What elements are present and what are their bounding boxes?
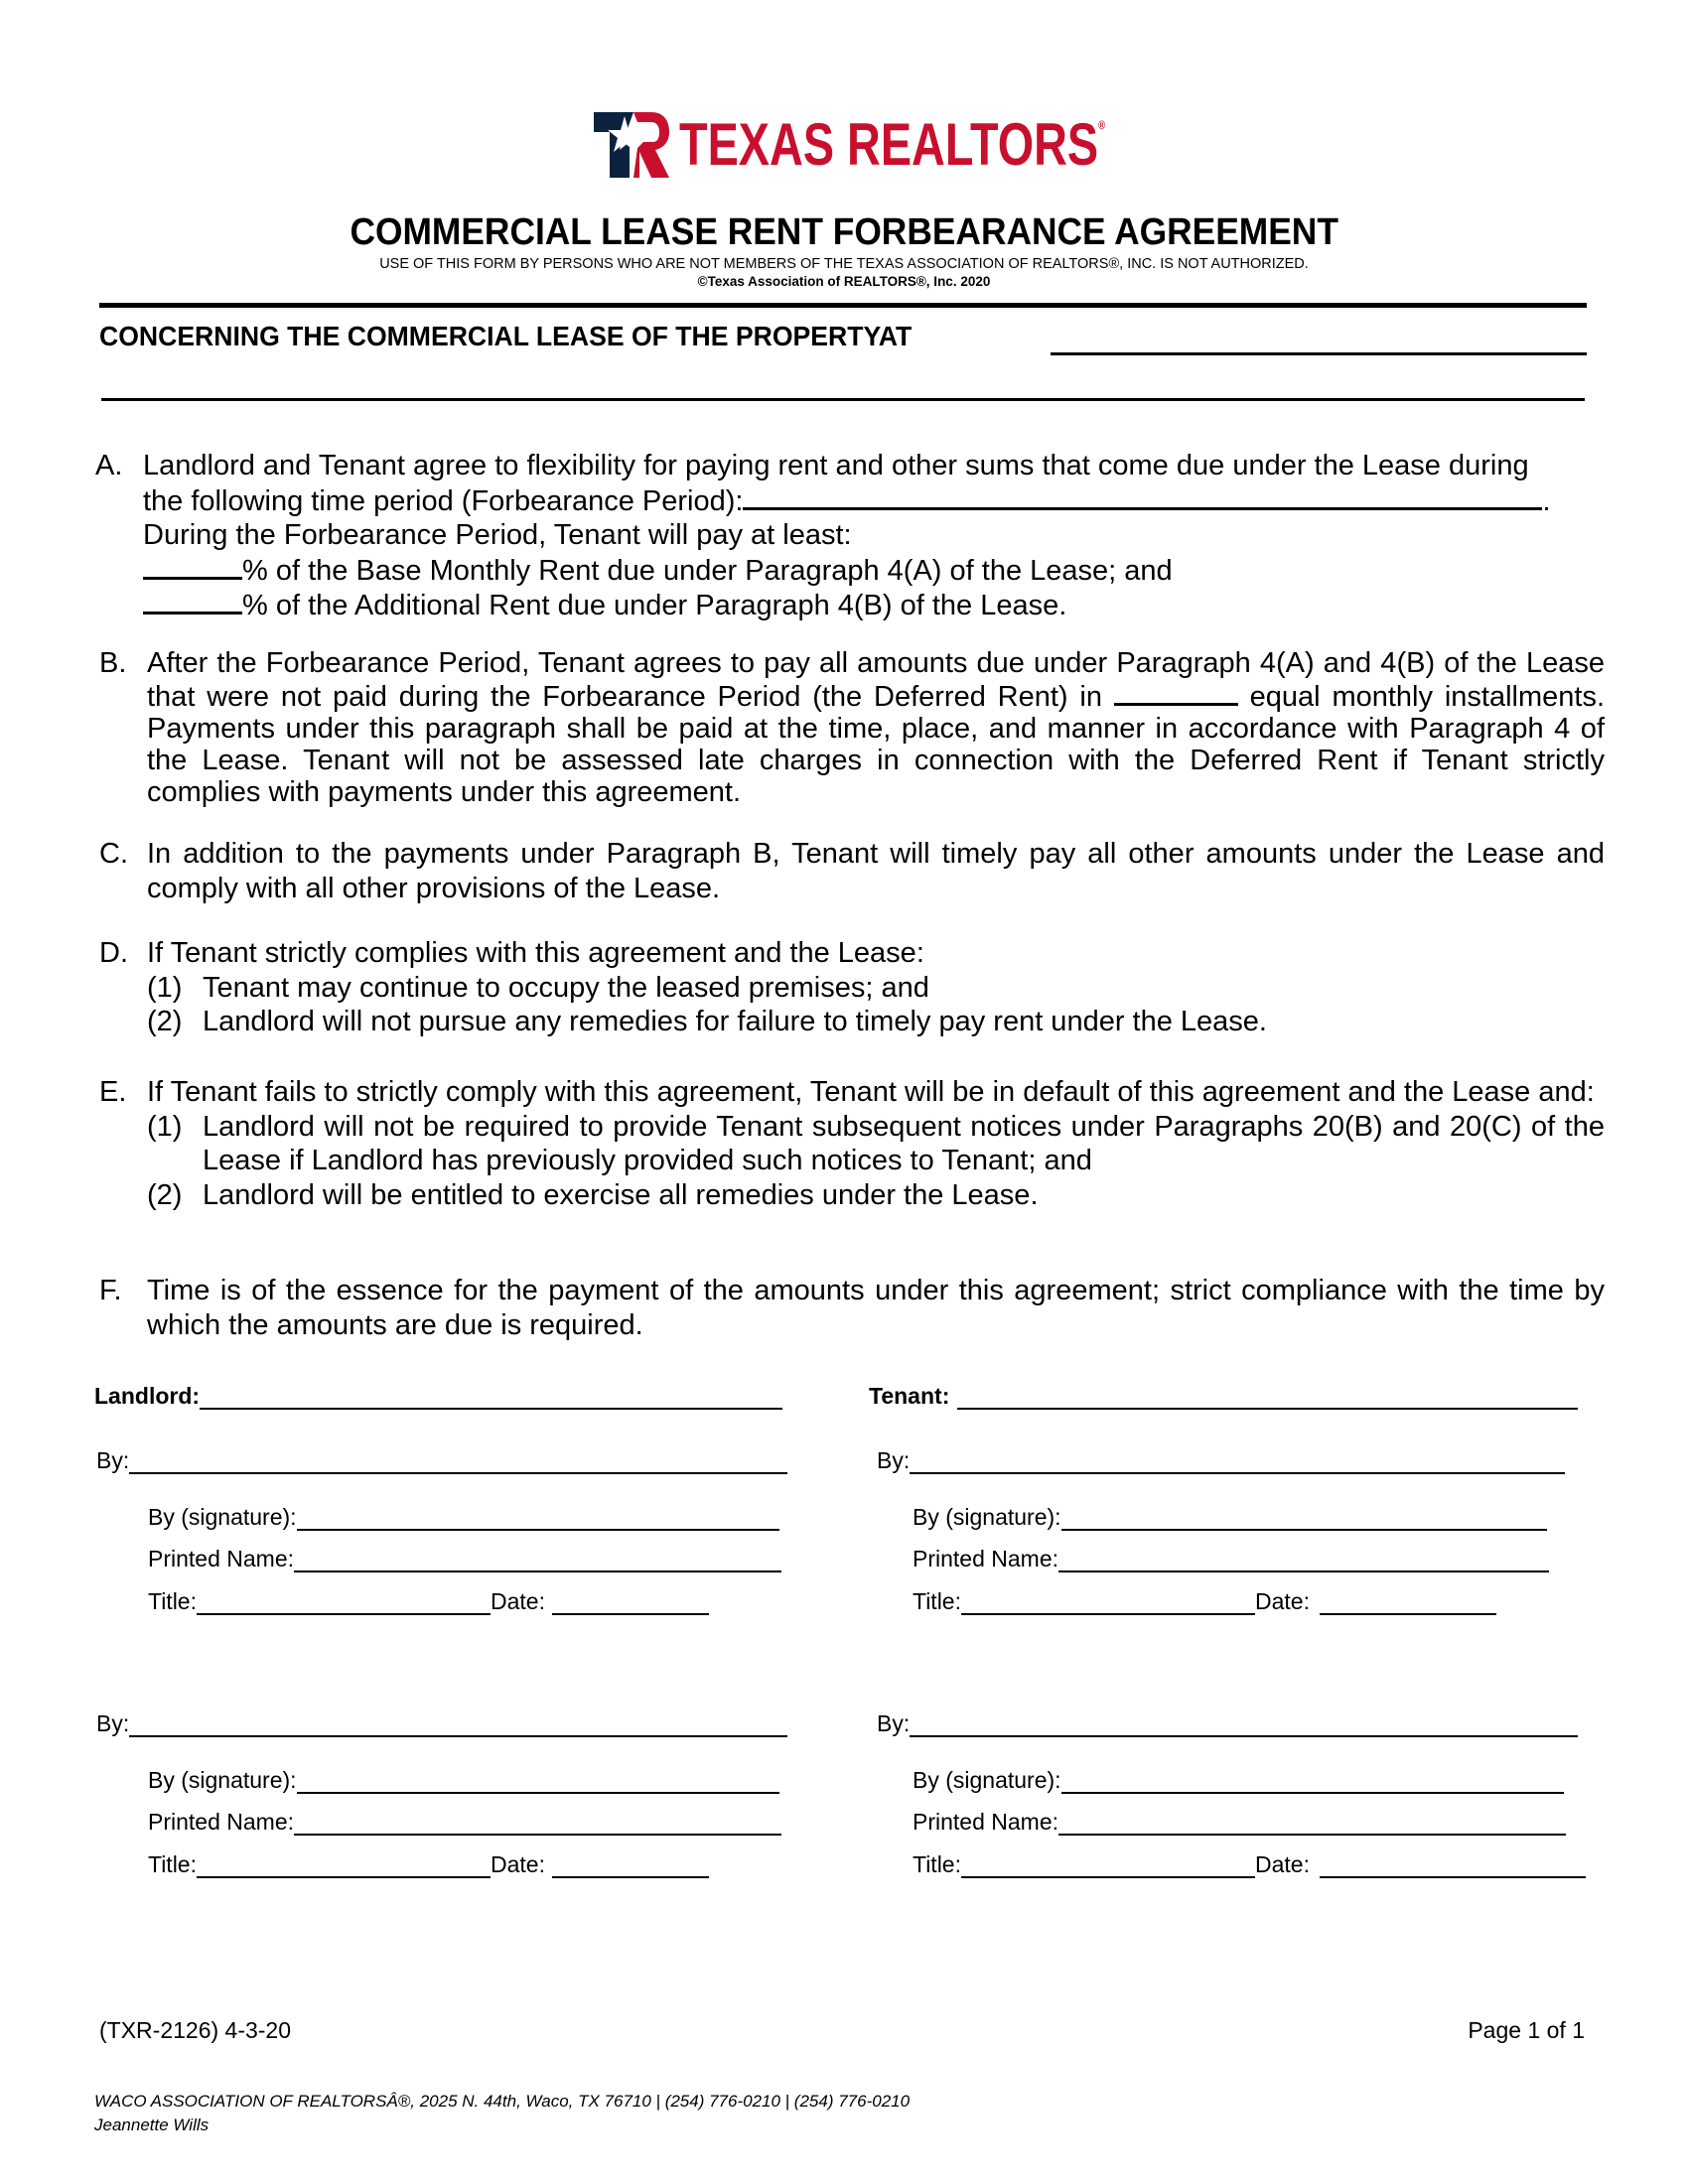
tenant-name-row: Tenant : — [869, 1383, 1578, 1410]
landlord-date-field-1[interactable] — [552, 1591, 709, 1615]
paragraph-label: D. — [99, 937, 128, 969]
tenant-printed-name-field-2[interactable] — [1058, 1812, 1566, 1836]
copyright-notice: ©Texas Association of REALTORS®, Inc. 2020 — [697, 274, 991, 289]
tenant-date-field-1[interactable] — [1320, 1591, 1496, 1615]
landlord-by-row-1: By: — [96, 1447, 787, 1474]
tenant-label: Tenant — [869, 1383, 942, 1409]
tenant-signature-row-2: By (signature): — [913, 1767, 1564, 1794]
property-address-field-line2[interactable] — [101, 398, 1585, 401]
paragraph-f — [99, 1274, 1605, 1342]
landlord-by-row-2: By: — [96, 1710, 787, 1737]
property-address-field[interactable] — [1051, 352, 1587, 355]
usage-notice: USE OF THIS FORM BY PERSONS WHO ARE NOT MEMBERS OF THE TEXAS ASSOCIATION OF REALTORS®, INC. IS NOT AUTHORIZED. — [379, 256, 1309, 272]
tenant-by-row-1: By: — [877, 1447, 1565, 1474]
paragraph-e — [99, 1075, 1605, 1212]
tenant-signature-field-2[interactable] — [1061, 1770, 1564, 1794]
tenant-title-date-row-1: Title: Date: — [913, 1588, 1496, 1615]
paragraph-label: A. — [95, 450, 123, 481]
tenant-name-field[interactable] — [957, 1386, 1578, 1410]
landlord-signature-row-1: By (signature): — [148, 1504, 779, 1531]
tenant-printed-name-row-2: Printed Name: — [913, 1809, 1566, 1836]
texas-realtors-logo — [594, 107, 1225, 183]
paragraph-label: B. — [99, 647, 127, 679]
paragraph-a-line4: % of the Base Monthly Rent due under Paragraph 4(A) of the Lease; and — [242, 554, 1173, 587]
tenant-by-field-2[interactable] — [910, 1713, 1578, 1737]
list-item: (1) Landlord will not be required to provide Tenant subsequent notices under Paragraphs 20(B) and 20(C) of the Lease if Landlord has previously provided such notices to Tenant; and — [147, 1110, 1605, 1176]
paragraph-d — [99, 936, 1605, 1039]
header-divider — [99, 303, 1587, 308]
tenant-title-field-2[interactable] — [961, 1854, 1255, 1878]
page-number: Page 1 of 1 — [1468, 2017, 1585, 2043]
additional-rent-percent-field[interactable] — [143, 588, 242, 614]
paragraph-d-text: If Tenant strictly complies with this agreement and the Lease: — [147, 937, 924, 969]
paragraph-c — [99, 837, 1605, 905]
landlord-title-date-row-2: Title: Date: — [148, 1851, 709, 1878]
tenant-signature-field-1[interactable] — [1061, 1507, 1547, 1531]
landlord-name-row: Landlord : — [94, 1383, 782, 1410]
landlord-signature-field-1[interactable] — [297, 1507, 779, 1531]
landlord-title-date-row-1: Title: Date: — [148, 1588, 709, 1615]
list-item: (2) Landlord will not pursue any remedies for failure to timely pay rent under the Lease. — [147, 1006, 1267, 1037]
paragraph-b — [99, 647, 1605, 808]
paragraph-a — [95, 449, 1605, 623]
landlord-title-field-2[interactable] — [197, 1854, 491, 1878]
document-title: COMMERCIAL LEASE RENT FORBEARANCE AGREEMENT — [350, 211, 1338, 253]
landlord-printed-name-row-1: Printed Name: — [148, 1546, 781, 1572]
landlord-signature-row-2: By (signature): — [148, 1767, 779, 1794]
paragraph-label: E. — [99, 1076, 127, 1108]
paragraph-a-line3: During the Forbearance Period, Tenant will pay at least: — [143, 519, 852, 551]
paragraph-a-line1: Landlord and Tenant agree to flexibility for paying rent and other sums that come due under the Lease during — [143, 450, 1529, 481]
landlord-by-field-1[interactable] — [129, 1450, 787, 1474]
form-id: (TXR-2126) 4-3-20 — [99, 2017, 292, 2043]
list-item: (2) Landlord will be entitled to exercise all remedies under the Lease. — [147, 1178, 1039, 1211]
association-info: WACO ASSOCIATION OF REALTORSÂ®, 2025 N. 44th, Waco, TX 76710 | (254) 776-0210 | (254) 776-0210 — [94, 2092, 911, 2111]
landlord-printed-name-field-1[interactable] — [294, 1549, 781, 1572]
tenant-signature-row-1: By (signature): — [913, 1504, 1547, 1531]
landlord-date-field-2[interactable] — [552, 1854, 709, 1878]
paragraph-b-text-after: equal monthly installments. Payments under this paragraph shall be paid at the time, place, and manner in accordance with Paragraph 4 of the Lease. Tenant will not be assessed late charges in connection with the Deferred Rent if Tenant strictly complies with payments under this agreement. — [147, 681, 1606, 808]
landlord-printed-name-row-2: Printed Name: — [148, 1809, 781, 1836]
landlord-signature-field-2[interactable] — [297, 1770, 779, 1794]
landlord-label: Landlord — [94, 1383, 193, 1409]
concerning-label: CONCERNING THE COMMERCIAL LEASE OF THE PROPERTYAT — [99, 321, 913, 351]
installments-count-field[interactable] — [1114, 679, 1238, 706]
tenant-printed-name-row-1: Printed Name: — [913, 1546, 1549, 1572]
paragraph-c-text: In addition to the payments under Paragraph B, Tenant will timely pay all other amounts under the Lease and comply with all other provisions of the Lease. — [147, 838, 1605, 904]
paragraph-label: C. — [99, 838, 128, 870]
landlord-title-field-1[interactable] — [197, 1591, 491, 1615]
landlord-name-field[interactable] — [200, 1386, 782, 1410]
paragraph-label: F. — [99, 1275, 122, 1306]
agent-name: Jeannette Wills — [94, 2116, 210, 2134]
tr-star-logo-icon — [594, 112, 669, 178]
forbearance-period-field[interactable] — [743, 483, 1542, 510]
tenant-date-field-2[interactable] — [1320, 1854, 1586, 1878]
tenant-title-date-row-2: Title: Date: — [913, 1851, 1586, 1878]
tenant-by-field-1[interactable] — [910, 1450, 1565, 1474]
paragraph-a-line5: % of the Additional Rent due under Paragraph 4(B) of the Lease. — [242, 590, 1067, 621]
landlord-by-field-2[interactable] — [129, 1713, 787, 1737]
tenant-printed-name-field-1[interactable] — [1058, 1549, 1549, 1572]
logo-wordmark: TEXAS REALTORS® — [679, 111, 1106, 178]
base-rent-percent-field[interactable] — [143, 553, 242, 580]
period-end-punctuation: . — [1542, 484, 1551, 517]
tenant-by-row-2: By: — [877, 1710, 1578, 1737]
paragraph-e-text: If Tenant fails to strictly comply with this agreement, Tenant will be in default of this agreement and the Lease and: — [147, 1076, 1595, 1108]
tenant-title-field-1[interactable] — [961, 1591, 1255, 1615]
list-item: (1) Tenant may continue to occupy the leased premises; and — [147, 971, 929, 1004]
landlord-printed-name-field-2[interactable] — [294, 1812, 781, 1836]
paragraph-f-text: Time is of the essence for the payment of the amounts under this agreement; strict compliance with the time by which the amounts are due is required. — [147, 1275, 1605, 1341]
paragraph-b-text-before: After the Forbearance Period, Tenant agrees to pay all amounts due under Paragraph 4(A) and 4(B) of the Lease that were not paid during the Forbearance Period (the Deferred Rent) in — [147, 647, 1605, 713]
paragraph-a-line2: the following time period (Forbearance Period): — [143, 484, 744, 517]
